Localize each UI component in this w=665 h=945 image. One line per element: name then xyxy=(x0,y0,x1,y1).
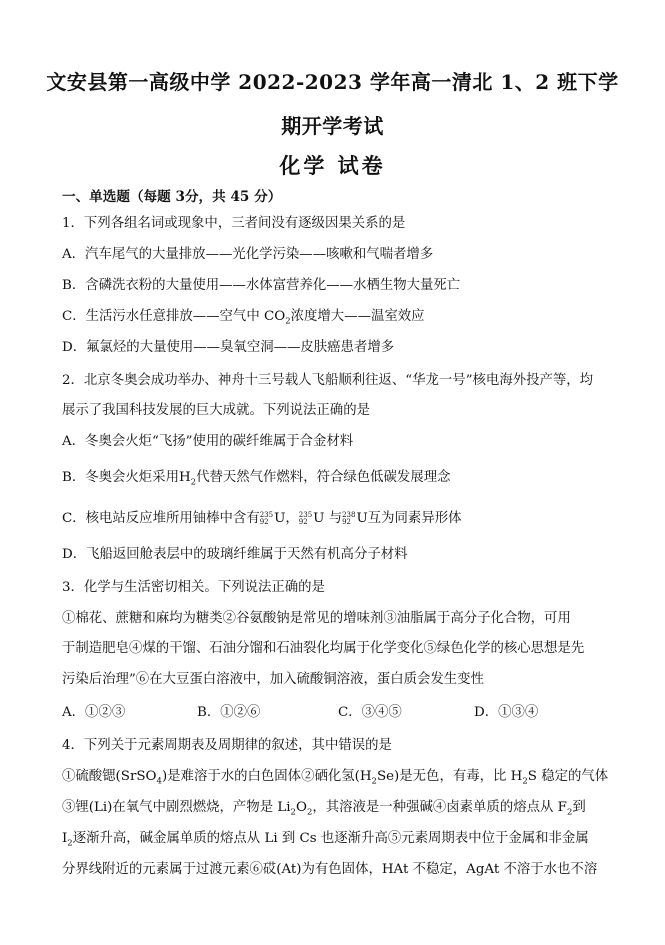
q4-l1-d: S 稳定的气体 xyxy=(527,769,609,784)
q4-l3-a: I xyxy=(62,831,68,846)
q3-body-line3: 污染后治理”⑥在大豆蛋白溶液中，加入硫酸铜溶液，蛋白质会发生变性 xyxy=(62,672,484,687)
q4-l1-b: )是难溶于水的白色固体②硒化氢(H xyxy=(161,769,372,784)
mass-number-1: 235 xyxy=(259,510,274,519)
q1-option-b: B．含磷洗衣粉的大量使用——水体富营养化——水栖生物大量死亡 xyxy=(62,278,461,293)
q2-b-text-pre: B．冬奥会火炬采用H xyxy=(62,470,191,485)
q4-l1-a: ①硫酸锶(SrSO xyxy=(62,769,157,784)
q1-option-d: D．氟氯烃的大量使用——臭氧空洞——皮肤癌患者增多 xyxy=(62,340,395,355)
q4-l2-sub1: 2 xyxy=(290,807,296,818)
isotope-notation-2 xyxy=(299,512,312,526)
q4-l2-b: O xyxy=(295,800,307,815)
q4-body-line1 xyxy=(62,765,608,787)
atomic-number-3: 92 xyxy=(342,517,352,526)
q3-body-line2: 于制造肥皂④煤的干馏、石油分馏和石油裂化均属于化学变化⑤绿色化学的核心思想是先 xyxy=(62,641,585,656)
q4-l2-c: ，其溶液是一种强碱④卤素单质的熔点从 F xyxy=(312,800,567,815)
exam-title-line2: 期开学考试 xyxy=(281,114,384,138)
q4-l1-sub2: 2 xyxy=(371,776,377,787)
mass-number-2: 235 xyxy=(298,510,313,519)
q4-l3-b: 逐渐升高，碱金属单质的熔点从 Li 到 Cs 也逐渐升高⑤元素周期表中位于金属和非金属 xyxy=(72,831,589,846)
q1-option-c xyxy=(62,305,425,327)
q3-stem: 3．化学与生活密切相关。下列说法正确的是 xyxy=(62,580,325,595)
q2-option-c xyxy=(62,507,462,526)
q4-l3-sub1: 2 xyxy=(67,838,73,849)
q4-body-line4: 分界线附近的元素属于过渡元素⑥砹(At)为有色固体，HAt 不稳定，AgAt 不溶于水也不溶 xyxy=(62,862,598,877)
exam-title-line1: 文安县第一高级中学 2022-2023 学年高一清北 1、2 班下学 xyxy=(46,70,619,94)
q3-body-line1: ①棉花、蔗糖和麻均为糖类②谷氨酸钠是常见的增味剂③油脂属于高分子化合物，可用 xyxy=(62,611,571,626)
mass-number-3: 238 xyxy=(342,510,356,519)
q4-body-line2 xyxy=(62,796,586,818)
q2-c-u1: U， xyxy=(274,511,299,526)
q4-l1-sub3: 2 xyxy=(522,776,528,787)
q2-b-subscript: 2 xyxy=(190,477,197,488)
q1-stem: 1．下列各组名词或现象中，三者间没有逐级因果关系的是 xyxy=(62,216,406,231)
q4-l1-c: Se)是无色，有毒，比 H xyxy=(376,769,523,784)
q1-c-subscript: 2 xyxy=(285,316,291,327)
q3-option-b: B．①②⑥ xyxy=(197,705,261,720)
q4-l1-sub1: 4 xyxy=(156,776,162,787)
q2-option-d: D．飞船返回舱表层中的玻璃纤维属于天然有机高分子材料 xyxy=(62,547,408,562)
q2-c-text-post: U互为同素异形体 xyxy=(356,511,462,526)
q4-l2-a: ③锂(Li)在氧气中剧烈燃烧，产物是 Li xyxy=(62,800,291,815)
q4-body-line3 xyxy=(62,827,589,849)
q2-stem-line2: 展示了我国科技发展的巨大成就。下列说法正确的是 xyxy=(62,403,370,418)
isotope-notation-3 xyxy=(342,512,355,526)
q3-option-c: C．③④⑤ xyxy=(338,705,402,720)
atomic-number-1: 92 xyxy=(259,517,269,526)
q1-c-text-post: 浓度增大——温室效应 xyxy=(290,309,425,324)
q4-stem: 4．下列关于元素周期表及周期律的叙述，其中错误的是 xyxy=(62,738,392,753)
q4-l2-d: 到 xyxy=(572,800,586,815)
q1-option-a: A．汽车尾气的大量排放——光化学污染——咳嗽和气喘者增多 xyxy=(62,247,434,262)
q3-option-d: D．①③④ xyxy=(474,705,539,720)
q4-l2-sub2: 2 xyxy=(306,807,313,818)
subject-title: 化学 试卷 xyxy=(279,153,386,178)
q2-option-b xyxy=(62,466,451,488)
atomic-number-2: 92 xyxy=(298,517,308,526)
q2-option-a: A．冬奥会火炬“飞扬”使用的碳纤维属于合金材料 xyxy=(62,434,354,449)
q3-option-a: A．①②③ xyxy=(62,705,126,720)
q4-l2-sub3: 2 xyxy=(566,807,573,818)
q2-b-text-post: 代替天然气作燃料，符合绿色低碳发展理念 xyxy=(196,470,451,485)
section-heading: 一、单选题（每题 3分，共 45 分） xyxy=(62,189,282,205)
isotope-notation-1 xyxy=(260,512,273,526)
q2-c-mid: U 与 xyxy=(313,511,343,526)
q2-stem-line1: 2．北京冬奥会成功举办、神舟十三号载人飞船顺利往返、“华龙一号”核电海外投产等，均 xyxy=(62,373,594,388)
q1-c-text-pre: C．生活污水任意排放——空气中 CO xyxy=(62,309,286,324)
q2-c-text-pre: C．核电站反应堆所用铀棒中含有 xyxy=(62,511,260,526)
